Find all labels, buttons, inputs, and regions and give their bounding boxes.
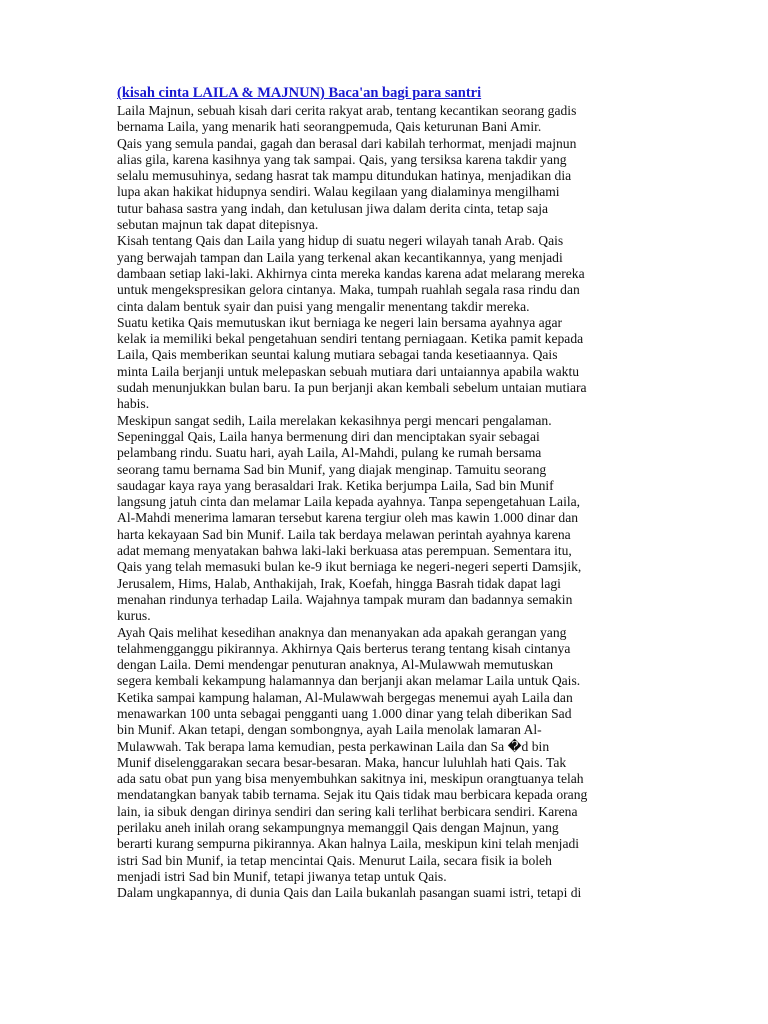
paragraph (117, 136, 657, 234)
article-title-link[interactable]: (kisah cinta LAILA & MAJNUN) Baca'an bagi para santri (117, 85, 482, 101)
text-line: selalu memusuhinya, sedang hasrat tak mampu ditundukan hatinya, menjadikan dia (117, 168, 572, 184)
text-line: Kisah tentang Qais dan Laila yang hidup di suatu negeri wilayah tanah Arab. Qais (117, 233, 564, 249)
text-line: kurus. (117, 608, 151, 624)
text-line: pelambang rindu. Suatu hari, ayah Laila, Al-Mahdi, pulang ke rumah bersama (117, 445, 542, 461)
text-line: mendatangkan banyak tabib ternama. Sejak itu Qais tidak mau berbicara kepada orang (117, 787, 588, 803)
text-line: Mulawwah. Tak berapa lama kemudian, pesta perkawinan Laila dan Sa �d bin (117, 738, 550, 754)
text-line: menawarkan 100 unta sebagai pengganti uang 1.000 dinar yang telah diberikan Sad (117, 705, 572, 721)
text-line: segera kembali kekampung halamannya dan berjanji akan melamar Laila untuk Qais. (117, 673, 581, 689)
text-line: Qais yang semula pandai, gagah dan berasal dari kabilah terhormat, menjadi majnun (117, 135, 577, 151)
text-line: Sepeninggal Qais, Laila hanya bermenung diri dan menciptakan syair sebagai (117, 428, 540, 444)
text-line: adat memang menyatakan bahwa laki-laki berkuasa atas perempuan. Sementara itu, (117, 543, 572, 559)
text-line: dengan Laila. Demi mendengar penuturan anaknya, Al-Mulawwah memutuskan (117, 657, 553, 673)
paragraph (117, 885, 657, 901)
text-line: Munif diselenggarakan secara besar-besaran. Maka, hancur luluhlah hati Qais. Tak (117, 754, 567, 770)
text-line: Jerusalem, Hims, Halab, Anthakijah, Irak, Koefah, hingga Basrah tidak dapat lagi (117, 575, 561, 591)
paragraph (117, 103, 657, 136)
text-line: Al-Mahdi menerima lamaran tersebut karena tergiur oleh mas kawin 1.000 dinar dan (117, 510, 579, 526)
text-line: berarti kurang sempurna pikirannya. Akan halnya Laila, meskipun kini telah menjadi (117, 836, 580, 852)
text-line: Meskipun sangat sedih, Laila merelakan kekasihnya pergi mencari pengalaman. (117, 412, 552, 428)
article-text (117, 103, 657, 902)
text-line: sudah menunjukkan bulan baru. Ia pun berjanji akan kembali sebelum untaian mutiara (117, 380, 587, 396)
text-line: kelak ia memiliki bekal pengetahuan sendiri tentang perniagaan. Ketika pamit kepada (117, 331, 584, 347)
paragraph (117, 413, 657, 625)
text-line: Qais yang telah memasuki bulan ke-9 ikut berniaga ke negeri-negeri seperti Damsjik, (117, 559, 582, 575)
text-line: langsung jatuh cinta dan melamar Laila kepada ayahnya. Tanpa sepengetahuan Laila, (117, 494, 581, 510)
text-line: Ayah Qais melihat kesedihan anaknya dan menanyakan ada apakah gerangan yang (117, 624, 567, 640)
text-line: untuk mengekspresikan gelora cintanya. Maka, tumpah ruahlah segala rasa rindu dan (117, 282, 580, 298)
text-line: habis. (117, 396, 150, 412)
text-line: Dalam ungkapannya, di dunia Qais dan Laila bukanlah pasangan suami istri, tetapi di (117, 885, 582, 901)
text-line: cinta dalam bentuk syair dan puisi yang mengalir menentang takdir mereka. (117, 298, 530, 314)
text-line: harta kekayaan Sad bin Munif. Laila tak berdaya melawan perintah ayahnya karena (117, 526, 571, 542)
text-line: yang berwajah tampan dan Laila yang terkenal akan kecantikannya, yang menjadi (117, 249, 563, 265)
text-line: Laila, Qais memberikan seuntai kalung mutiara sebagai tanda kesetiaannya. Qais (117, 347, 558, 363)
text-line: tutur bahasa sastra yang indah, dan ketulusan jiwa dalam derita cinta, tetap saja (117, 200, 549, 216)
text-line: minta Laila berjanji untuk melepaskan sebuah mutiara dari untaiannya apabila waktu (117, 363, 580, 379)
text-line: ada satu obat pun yang bisa menyembuhkan sakitnya ini, meskipun orangtuanya telah (117, 771, 584, 787)
text-line: saudagar kaya raya yang berasaldari Irak. Ketika berjumpa Laila, Sad bin Munif (117, 477, 554, 493)
paragraph (117, 315, 657, 413)
text-line: Laila Majnun, sebuah kisah dari cerita rakyat arab, tentang kecantikan seorang gadis (117, 103, 577, 118)
text-line: dambaan setiap laki-laki. Akhirnya cinta mereka kandas karena adat melarang mereka (117, 265, 585, 281)
text-line: Suatu ketika Qais memutuskan ikut berniaga ke negeri lain bersama ayahnya agar (117, 314, 563, 330)
text-line: lupa akan hakikat hidupnya sendiri. Walau kegilaan yang dialaminya mengilhami (117, 184, 560, 200)
text-line: bin Munif. Akan tetapi, dengan sombongnya, ayah Laila menolak lamaran Al- (117, 722, 542, 738)
text-line: sebutan majnun tak dapat ditepisnya. (117, 217, 319, 233)
text-line: alias gila, karena kasihnya yang tak sampai. Qais, yang tersiksa karena takdir yang (117, 151, 567, 167)
text-line: menahan rindunya terhadap Laila. Wajahnya tampak muram dan badannya semakin (117, 591, 573, 607)
text-line: Ketika sampai kampung halaman, Al-Mulawwah bergegas menemui ayah Laila dan (117, 689, 573, 705)
text-line: telahmengganggu pikirannya. Akhirnya Qais berterus terang tentang kisah cintanya (117, 640, 571, 656)
paragraph (117, 233, 657, 314)
text-line: perilaku aneh inilah orang sekampungnya memanggil Qais dengan Majnun, yang (117, 820, 559, 836)
paragraph (117, 625, 657, 886)
text-line: lain, ia sibuk dengan dirinya sendiri dan sering kali terlihat berbicara sendiri. Karena (117, 803, 578, 819)
text-line: seorang tamu bernama Sad bin Munif, yang diajak menginap. Tamuitu seorang (117, 461, 547, 477)
text-line: menjadi istri Sad bin Munif, tetapi jiwanya tetap untuk Qais. (117, 868, 447, 884)
text-line: bernama Laila, yang menarik hati seorangpemuda, Qais keturunan Bani Amir. (117, 119, 542, 135)
text-line: istri Sad bin Munif, ia tetap mencintai Qais. Menurut Laila, secara fisik ia boleh (117, 852, 552, 868)
document-body (117, 85, 657, 902)
